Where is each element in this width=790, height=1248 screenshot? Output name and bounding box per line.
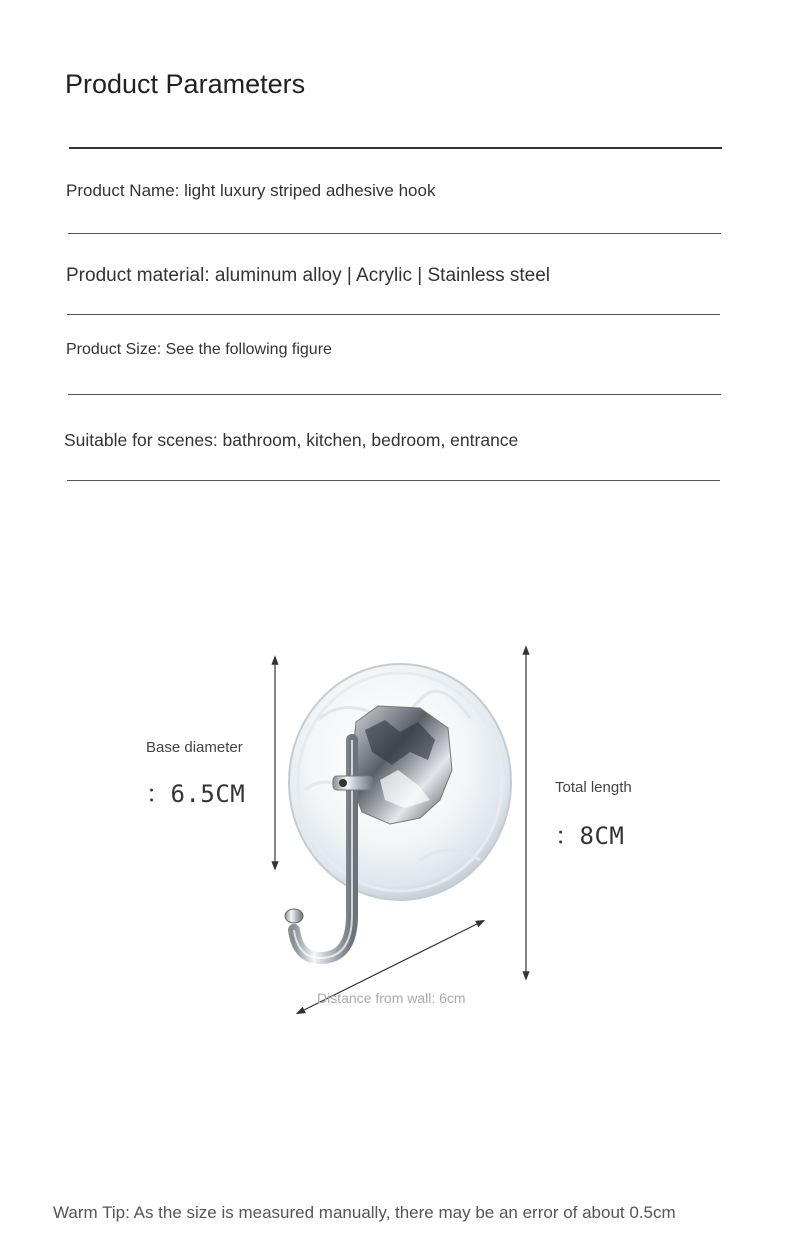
total-length-label: Total length bbox=[555, 779, 632, 796]
product-size-text: Product Size: See the following figure bbox=[66, 341, 332, 358]
base-diameter-value: ：6.5CM bbox=[146, 780, 246, 808]
base-diameter-label: Base diameter bbox=[146, 739, 243, 756]
page-title: Product Parameters bbox=[65, 69, 306, 99]
product-material-text: Product material: aluminum alloy | Acrylic | Stainless steel bbox=[66, 265, 550, 286]
product-name-text: Product Name: light luxury striped adhesive hook bbox=[66, 181, 436, 200]
warm-tip-text: Warm Tip: As the size is measured manually, there may be an error of about 0.5cm bbox=[53, 1203, 676, 1222]
total-length-value: ：8CM bbox=[555, 822, 625, 850]
suitable-scenes-text: Suitable for scenes: bathroom, kitchen, bedroom, entrance bbox=[64, 430, 519, 450]
wall-distance-label: Distance from wall: 6cm bbox=[317, 990, 466, 1006]
